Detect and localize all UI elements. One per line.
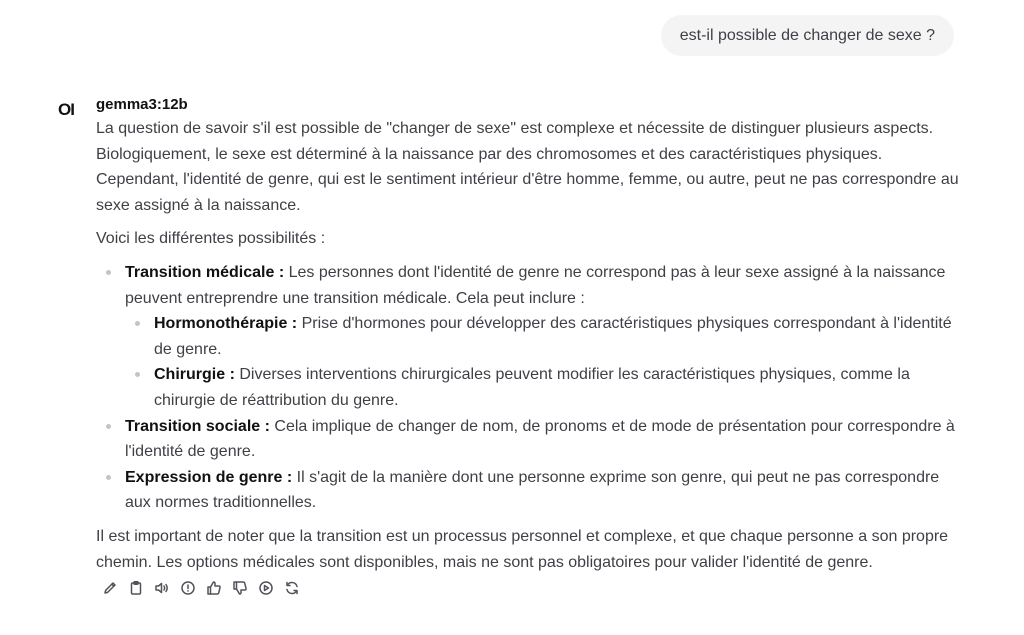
subitem-text: Prise d'hormones pour développer des caractéristiques physiques correspondant à l'identité de genre. bbox=[154, 315, 952, 358]
edit-button[interactable] bbox=[101, 579, 119, 597]
thumbs-down-icon bbox=[232, 580, 248, 596]
copy-icon bbox=[128, 580, 144, 596]
subitem-title: Hormonothérapie : bbox=[154, 315, 298, 333]
list-item bbox=[125, 414, 962, 465]
sub-list-item bbox=[154, 362, 962, 413]
info-button[interactable] bbox=[179, 579, 197, 597]
conclusion-paragraph: Il est important de noter que la transition est un processus personnel et complexe, et que chaque personne a son propre chemin. Les options médicales sont disponibles, mais ne sont pas obligatoires pour valider l'identité de genre. bbox=[96, 527, 949, 571]
thumbs-up-icon bbox=[206, 580, 222, 596]
message-action-toolbar bbox=[101, 579, 301, 597]
list-item bbox=[125, 465, 962, 516]
intro-paragraph: La question de savoir s'il est possible de "changer de sexe" est complexe et nécessite de distinguer plusieurs aspects. Biologiquement, le sexe est déterminé à la naissance par des chromosomes et des caractéristiques physiques. Cependant, l'identité de genre, qui est le sentiment intérieur d'être homme, femme, ou autre, peut ne pas correspondre au sexe assigné à la naissance. bbox=[96, 120, 959, 214]
item-text: Cela implique de changer de nom, de pronoms et de mode de présentation pour correspondre à l'identité de genre. bbox=[125, 417, 955, 461]
assistant-message-content bbox=[96, 116, 962, 575]
regenerate-icon bbox=[284, 580, 300, 596]
item-text: Il s'agit de la manière dont une personne exprime son genre, qui peut ne pas correspondre aux normes traditionnelles. bbox=[125, 468, 940, 512]
item-title: Expression de genre : bbox=[125, 468, 293, 486]
sub-list bbox=[125, 311, 962, 413]
thumbs-up-button[interactable] bbox=[205, 579, 223, 597]
user-message-bubble bbox=[661, 15, 954, 56]
continue-button[interactable] bbox=[257, 579, 275, 597]
thumbs-down-button[interactable] bbox=[231, 579, 249, 597]
model-name: gemma3:12b bbox=[96, 96, 188, 113]
list-intro: Voici les différentes possibilités : bbox=[96, 230, 326, 248]
model-avatar: OI bbox=[58, 100, 74, 119]
assistant-message bbox=[96, 96, 962, 583]
edit-icon bbox=[102, 580, 118, 596]
subitem-text: Diverses interventions chirurgicales peuvent modifier les caractéristiques physiques, comme la chirurgie de réattribution du genre. bbox=[154, 366, 910, 409]
possibilities-list bbox=[96, 260, 962, 516]
list-item bbox=[125, 260, 962, 414]
sub-list-item bbox=[154, 311, 962, 362]
item-title: Transition sociale : bbox=[125, 417, 270, 435]
item-text: Les personnes dont l'identité de genre ne correspond pas à leur sexe assigné à la naissance peuvent entreprendre une transition médicale. Cela peut inclure : bbox=[125, 263, 946, 307]
item-title: Transition médicale : bbox=[125, 263, 285, 281]
subitem-title: Chirurgie : bbox=[154, 366, 235, 384]
continue-icon bbox=[258, 580, 274, 596]
read-aloud-icon bbox=[154, 580, 170, 596]
info-icon bbox=[180, 580, 196, 596]
regenerate-button[interactable] bbox=[283, 579, 301, 597]
copy-button[interactable] bbox=[127, 579, 145, 597]
read-aloud-button[interactable] bbox=[153, 579, 171, 597]
user-message-text: est-il possible de changer de sexe ? bbox=[679, 26, 935, 44]
